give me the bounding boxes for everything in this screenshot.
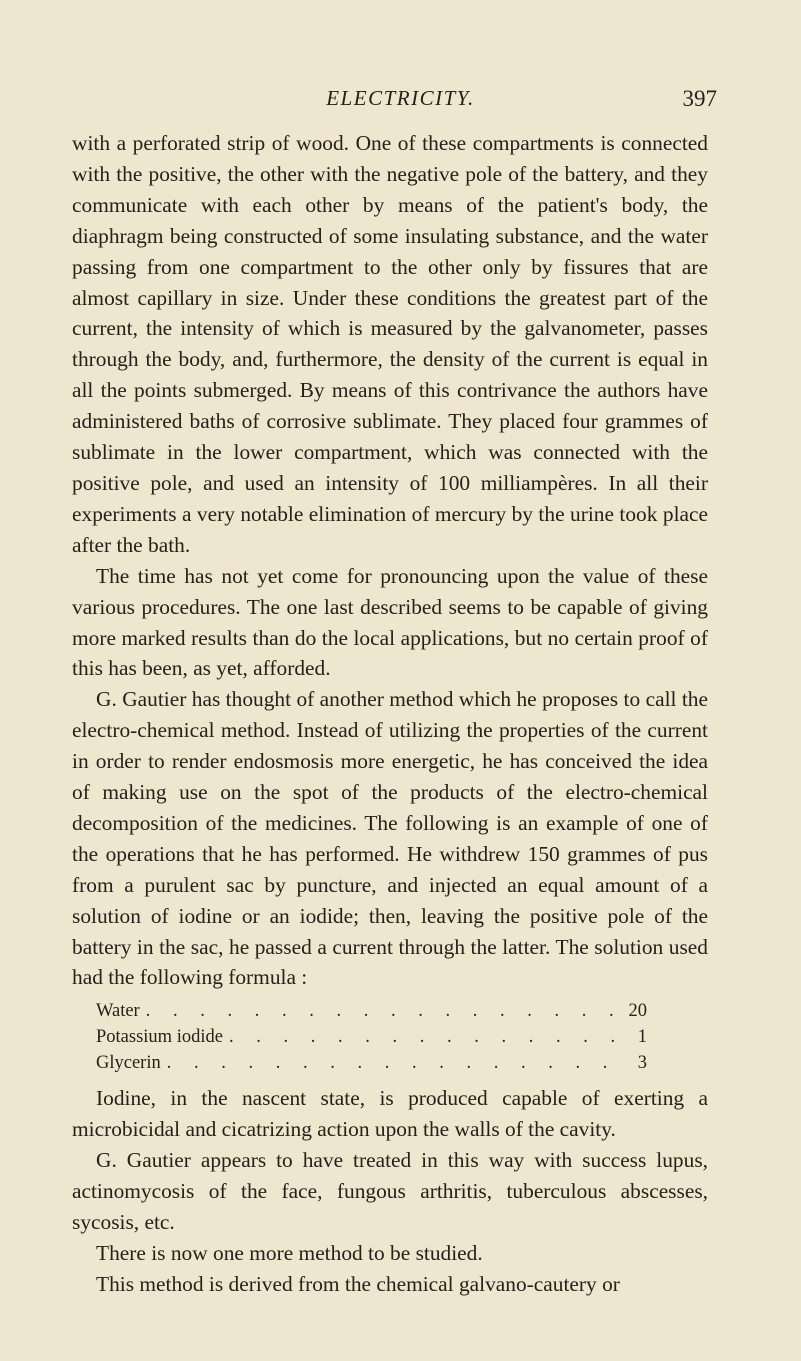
formula-ingredient: Glycerin	[96, 1053, 161, 1074]
formula-amount: 20	[628, 1001, 647, 1022]
dot-leader	[140, 998, 625, 1024]
paragraph: G. Gautier appears to have treated in this way with success lupus, actinomycosis of the face, fungous arthritis, tuberculous abscesses, sycosis, etc.	[72, 1148, 708, 1234]
paragraph: There is now one more method to be studied.	[96, 1240, 483, 1265]
page-number: 397	[682, 86, 717, 111]
dot-leader	[223, 1024, 625, 1050]
formula-amount: 3	[637, 1053, 647, 1074]
page-header	[0, 86, 801, 116]
page-body	[72, 128, 708, 1300]
paragraph: with a perforated strip of wood. One of these compartments is connected with the positive, the other with the negative pole of the battery, and they communicate with each other by means of the patient's body, the diaphragm being constructed of some insulating substance, and the water passing from one compartment to the other only by fissures that are almost capillary in size. Under these conditions the greatest part of the current, the intensity of which is measured by the galvanometer, passes through the body, and, furthermore, the density of the current is equal in all the points submerged. By means of this contrivance the authors have administered baths of corrosive sublimate. They placed four grammes of sublimate in the lower compartment, which was connected with the positive pole, and used an intensity of 100 milliampères. In all their experiments a very notable elimination of mercury by the urine took place after the bath.	[72, 131, 708, 557]
paragraph: Iodine, in the nascent state, is produced capable of exerting a microbicidal and cicatrizing action upon the walls of the cavity.	[72, 1086, 708, 1142]
dot-leader	[161, 1050, 625, 1076]
formula-ingredient: Potassium iodide	[96, 1027, 223, 1048]
paragraph: The time has not yet come for pronouncing upon the value of these various procedures. The one last described seems to be capable of giving more marked results than do the local applications, but no certain proof of this has been, as yet, afforded.	[72, 563, 708, 681]
formula-table	[96, 998, 647, 1076]
formula-row	[96, 998, 647, 1024]
paragraph: G. Gautier has thought of another method which he proposes to call the electro-chemical method. Instead of utilizing the properties of the current in order to render endosmosis more energetic, he has conceived the idea of making use on the spot of the products of the electro-chemical decomposition of the medicines. The following is an example of one of the operations that he has performed. He withdrew 150 grammes of pus from a purulent sac by puncture, and injected an equal amount of a solution of iodine or an iodide; then, leaving the positive pole of the battery in the sac, he passed a current through the latter. The solution used had the following formula :	[72, 687, 708, 990]
formula-row	[96, 1024, 647, 1050]
running-title: ELECTRICITY.	[326, 86, 475, 110]
formula-ingredient: Water	[96, 1001, 140, 1022]
formula-row	[96, 1050, 647, 1076]
formula-amount: 1	[637, 1027, 647, 1048]
paragraph: This method is derived from the chemical galvano-cautery or	[96, 1271, 620, 1296]
